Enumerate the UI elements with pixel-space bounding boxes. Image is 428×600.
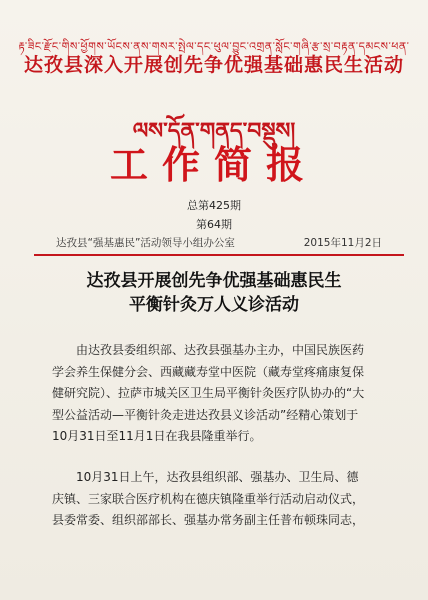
article-paragraph-2 xyxy=(52,467,384,532)
article-headline-line1: 达孜县开展创先争优强基础惠民生 xyxy=(86,271,342,291)
office-date-line xyxy=(56,235,382,250)
paragraph-line: 健研究院）、拉萨市城关区卫生局平衡针灸医疗队协办的“大 xyxy=(52,386,365,400)
article-headline-line2: 平衡针灸万人义诊活动 xyxy=(129,295,299,315)
paragraph-line: 型公益活动—平衡针灸走进达孜县义诊活动”经精心策划于 xyxy=(52,407,359,422)
red-divider xyxy=(34,254,404,256)
paragraph-line: 县委常委、组织部部长、强基办常务副主任普布顿珠同志， xyxy=(52,513,365,527)
issuing-office: 达孜县“强基惠民”活动领导小组办公室 xyxy=(56,237,235,249)
paragraph-line: 由达孜县委组织部、达孜县强基办主办，中国民族医药 xyxy=(76,343,365,357)
issue-number: 第64期 xyxy=(196,218,232,231)
issue-total: 总第425期 xyxy=(187,199,241,212)
tibetan-bulletin-title: ལས་དོན་གནད་བསྡུས། xyxy=(132,119,296,144)
paragraph-line: 庆镇、三家联合医疗机构在德庆镇隆重举行活动启动仪式， xyxy=(52,491,365,506)
paragraph-line: 10月31日上午，达孜县组织部、强基办、卫生局、德 xyxy=(76,470,359,484)
paragraph-line: 学会养生保健分会、西藏藏寿堂中医院（藏寿堂疼痛康复保 xyxy=(52,364,365,379)
bulletin-title: 工作简报 xyxy=(109,142,318,187)
paragraph-line: 10月31日至11月1日在我县隆重举行。 xyxy=(52,429,262,443)
issue-date: 2015年11月2日 xyxy=(303,237,382,249)
campaign-title: 达孜县深入开展创先争优强基础惠民生活动 xyxy=(23,54,404,76)
tibetan-campaign-heading: རྟ་ཟིང་རྫོང་གིས་ཕྱོགས་ཡོངས་ནས་གསར་སྤེལ་དང་ཕུལ་བྱུང་འགྲན་སློང་གཞི་རྩ་སྲ་བརྟན་དམངས་ཕན་ xyxy=(18,40,410,53)
article-paragraph-1 xyxy=(52,340,384,448)
